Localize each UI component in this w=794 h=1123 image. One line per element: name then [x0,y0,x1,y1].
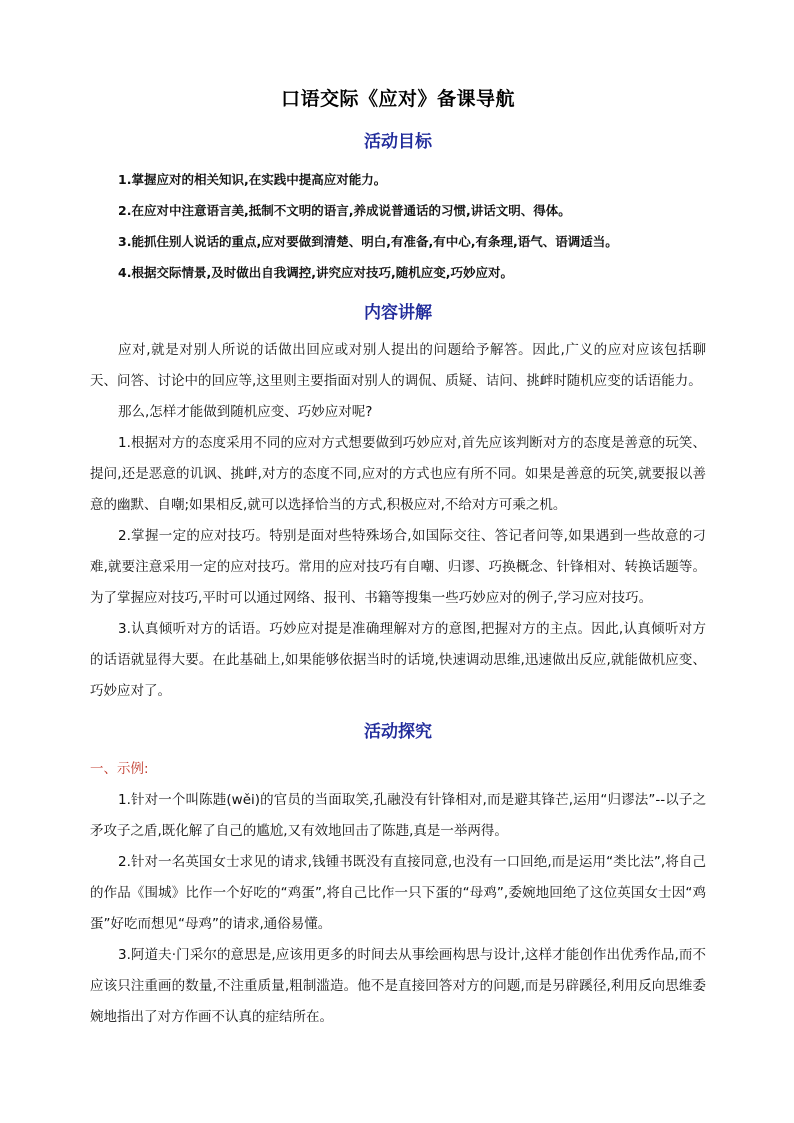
page-title: 口语交际《应对》备课导航 [280,88,515,110]
example-paragraph: 2.针对一名英国女士求见的请求,钱锺书既没有直接同意,也没有一口回绝,而是运用“类比法”,将自己的作品《围城》比作一个好吃的“鸡蛋”,将自己比作一只下蛋的“母鸡”,委婉地回绝了这位英国女士因“鸡蛋”好吃而想见“母鸡”的请求,通俗易懂。 [90,854,706,932]
example-label: 一、示例: [90,761,149,777]
goal-item: 1.掌握应对的相关知识,在实践中提高应对能力。 [118,172,387,187]
goal-item: 2.在应对中注意语言美,抵制不文明的语言,养成说普通话的习惯,讲话文明、得体。 [118,203,571,218]
content-paragraph: 2.掌握一定的应对技巧。特别是面对些特殊场合,如国际交往、答记者问等,如果遇到一些故意的刁难,就要注意采用一定的应对技巧。常用的应对技巧有自嘲、归谬、巧换概念、针锋相对、转换话题等。为了掌握应对技巧,平时可以通过网络、报刊、书籍等搜集一些巧妙应对的例子,学习应对技巧。 [90,528,706,606]
example-paragraph: 3.阿道夫·门采尔的意思是,应该用更多的时间去从事绘画构思与设计,这样才能创作出优秀作品,而不应该只注重画的数量,不注重质量,粗制滥造。他不是直接回答对方的问题,而是另辟蹊径,利用反向思维委婉地指出了对方作画不认真的症结所在。 [90,947,706,1025]
section-heading-content: 内容讲解 [364,303,432,323]
content-paragraph: 1.根据对方的态度采用不同的应对方式想要做到巧妙应对,首先应该判断对方的态度是善意的玩笑、提问,还是恶意的讥讽、挑衅,对方的态度不同,应对的方式也应有所不同。如果是善意的玩笑,就要报以善意的幽默、自嘲;如果相反,就可以选择恰当的方式,积极应对,不给对方可乘之机。 [90,435,706,513]
content-paragraph: 应对,就是对别人所说的话做出回应或对别人提出的问题给予解答。因此,广义的应对应该包括聊天、问答、讨论中的回应等,这里则主要指面对别人的调侃、质疑、诘问、挑衅时随机应变的话语能力。 [90,342,706,389]
goal-item: 4.根据交际情景,及时做出自我调控,讲究应对技巧,随机应变,巧妙应对。 [118,265,513,280]
goals-list [90,164,706,288]
content-paragraph: 3.认真倾听对方的话语。巧妙应对提是准确理解对方的意图,把握对方的主点。因此,认真倾听对方的话语就显得大要。在此基础上,如果能够依据当时的话境,快速调动思维,迅速做出反应,就能做机应变、巧妙应对了。 [90,621,706,699]
content-paragraph: 那么,怎样才能做到随机应变、巧妙应对呢? [118,404,373,420]
section-heading-goals: 活动目标 [364,132,432,152]
section-heading-explore: 活动探究 [364,722,432,742]
example-paragraph: 1.针对一个叫陈韪(wěi)的官员的当面取笑,孔融没有针锋相对,而是避其锋芒,运用“归谬法”--以子之矛攻子之盾,既化解了自己的尴尬,又有效地回击了陈韪,真是一举两得。 [90,792,706,839]
document-page [90,78,706,1033]
goal-item: 3.能抓住别人说话的重点,应对要做到清楚、明白,有准备,有中心,有条理,语气、语调适当。 [118,234,618,249]
